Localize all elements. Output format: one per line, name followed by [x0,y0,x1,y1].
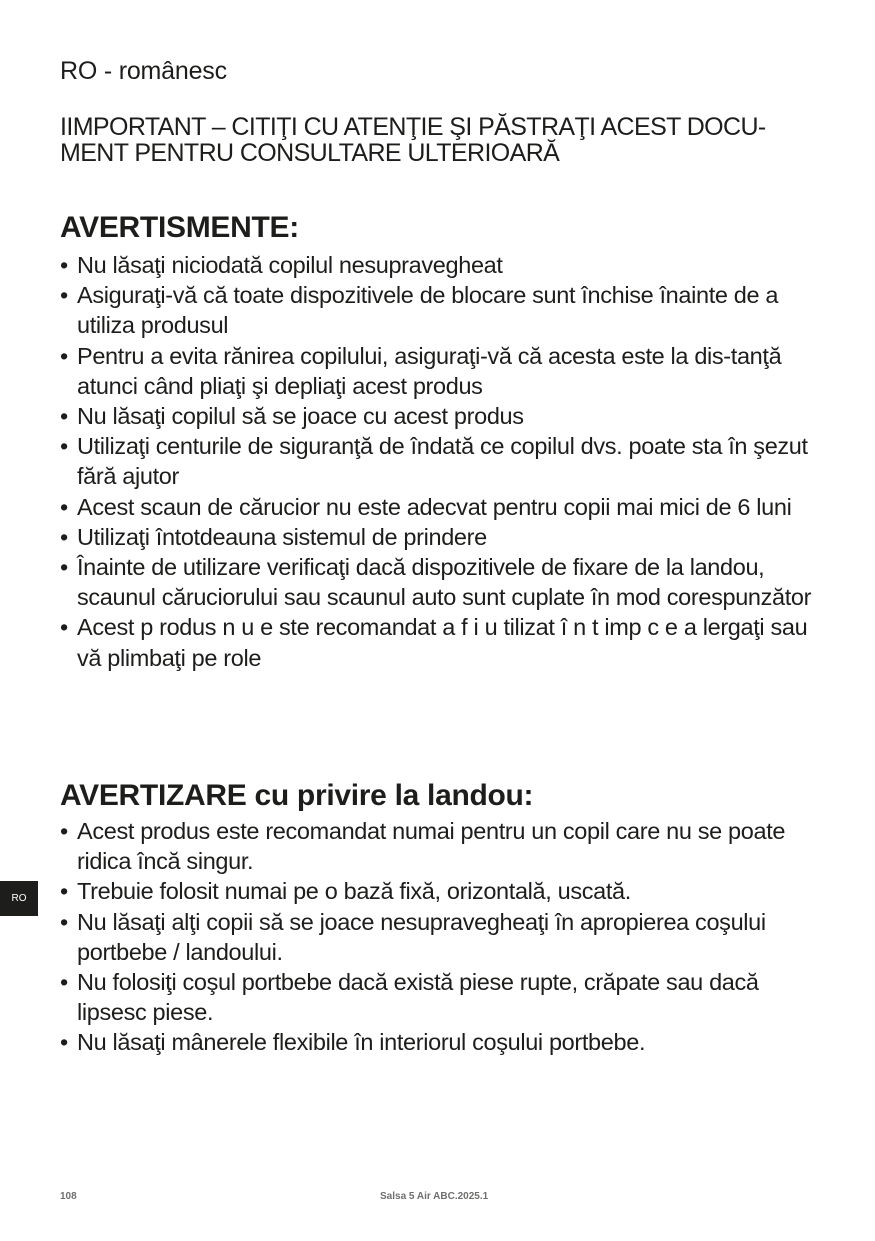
list-item: • Nu lăsaţi niciodată copilul nesupravegheat [60,250,820,280]
warnings-heading: AVERTISMENTE: [60,211,299,244]
document-id: Salsa 5 Air ABC.2025.1 [380,1191,489,1202]
list-item: • Asiguraţi-vă că toate dispozitivele de blocare sunt închise înainte de a utiliza produsul [60,280,820,340]
list-item: • Pentru a evita rănirea copilului, asiguraţi-vă că acesta este la dis-tanţă atunci când pliaţi şi depliaţi acest produs [60,341,820,401]
carrycot-warnings-heading: AVERTIZARE cu privire la landou: [60,779,534,812]
language-side-tab: RO [0,881,38,916]
important-notice: IIMPORTANT – CITIŢI CU ATENŢIE ŞI PĂSTRAŢI ACEST DOCU- MENT PENTRU CONSULTARE ULTERIOARĂ [60,113,766,167]
list-item: • Înainte de utilizare verificaţi dacă dispozitivele de fixare de la landou, scaunul căruciorului sau scaunul auto sunt cuplate în mod corespunzător [60,552,820,612]
list-item: • Acest produs este recomandat numai pentru un copil care nu se poate ridica încă singur. [60,816,820,876]
list-item: • Acest p rodus n u e ste recomandat a f i u tilizat î n t imp c e a lergaţi sau vă plimbaţi pe role [60,612,820,672]
page-number: 108 [60,1191,77,1202]
language-label: RO - românesc [60,57,227,85]
list-item: • Nu folosiţi coşul portbebe dacă există piese rupte, crăpate sau dacă lipsesc piese. [60,967,820,1027]
list-item: • Nu lăsaţi mânerele flexibile în interiorul coşului portbebe. [60,1027,820,1057]
list-item: • Utilizaţi întotdeauna sistemul de prindere [60,522,820,552]
list-item: • Acest scaun de cărucior nu este adecvat pentru copii mai mici de 6 luni [60,492,820,522]
warnings-list [60,250,820,673]
list-item: • Nu lăsaţi alţi copii să se joace nesupravegheaţi în apropierea coşului portbebe / landoului. [60,907,820,967]
list-item: • Utilizaţi centurile de siguranţă de îndată ce copilul dvs. poate sta în şezut fără ajutor [60,431,820,491]
carrycot-warnings-list [60,816,820,1058]
list-item: • Nu lăsaţi copilul să se joace cu acest produs [60,401,820,431]
list-item: • Trebuie folosit numai pe o bază fixă, orizontală, uscată. [60,876,820,906]
